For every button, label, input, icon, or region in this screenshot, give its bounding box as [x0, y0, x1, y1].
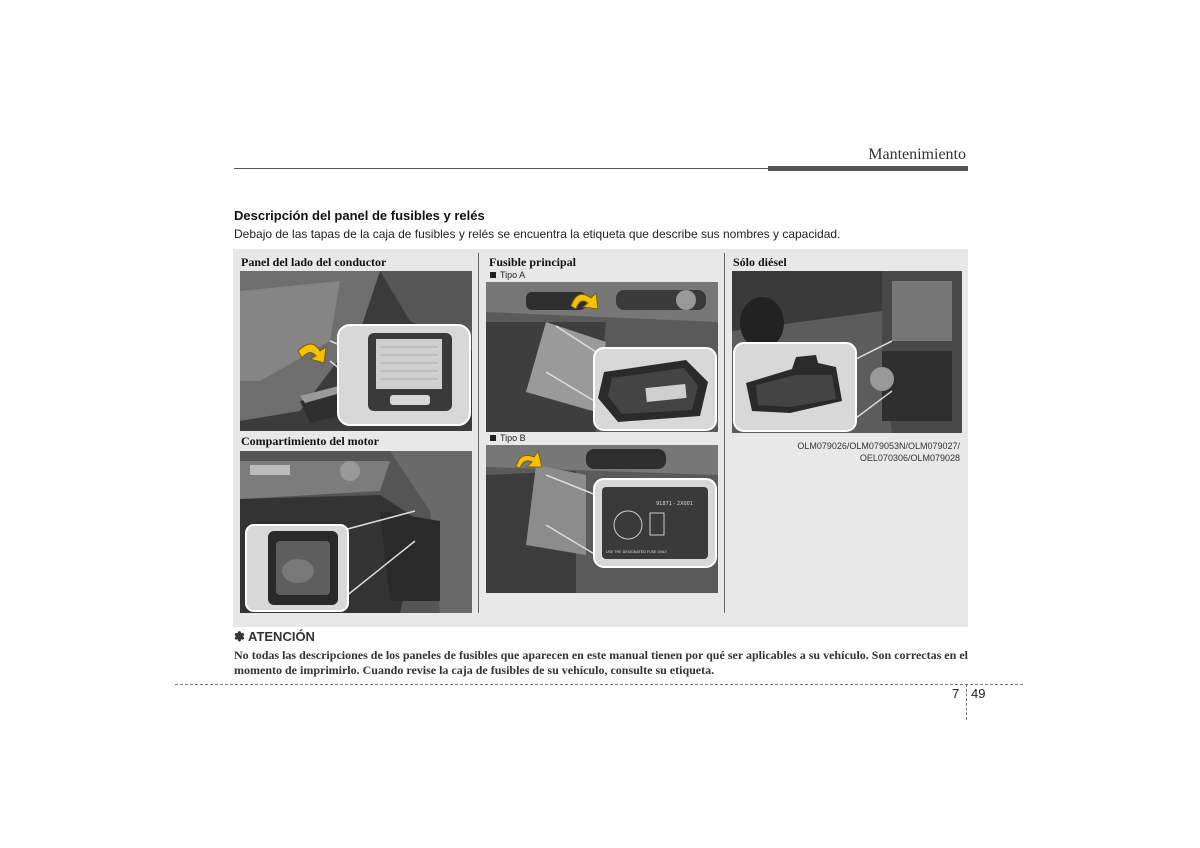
caption-diesel-only: Sólo diésel — [733, 255, 787, 269]
photo-main-fuse-type-a — [486, 282, 718, 432]
photo-driver-panel — [240, 271, 472, 431]
chapter-number: 7 — [952, 686, 960, 701]
caption-main-fuse: Fusible principal — [489, 255, 577, 269]
header-rule — [234, 168, 768, 169]
photo-engine-compartment — [240, 451, 472, 613]
figure-panel — [233, 249, 968, 627]
figure-codes — [740, 440, 960, 464]
section-description: Debajo de las tapas de la caja de fusibles y relés se encuentra la etiqueta que describe sus nombres y capacidad. — [234, 227, 841, 241]
fuse-label-designated: USE THE DESIGNATED FUSE ONLY — [606, 550, 667, 554]
warning-title: ✽ ATENCIÓN — [234, 629, 315, 644]
figure-codes-line-1: OLM079026/OLM079053N/OLM079027/ — [797, 441, 960, 451]
header-bar — [768, 166, 968, 171]
footer-dashed-rule — [175, 684, 1023, 685]
warning-text: No todas las descripciones de los paneles de fusibles que aparecen en este manual tienen por qué ser aplicables a su vehículo. Son correctas en el momento de imprimirlo. Cuando revise la caja de fusibles de su vehículo, consulte su etiqueta. — [234, 648, 968, 677]
fuse-label-part-number: 91871 - 2X001 — [656, 501, 694, 507]
photo-diesel-only — [732, 271, 962, 433]
bullet-square-icon — [490, 272, 496, 278]
running-header: Mantenimiento — [868, 146, 966, 163]
photo-main-fuse-type-b — [486, 445, 718, 593]
bullet-square-icon — [490, 435, 496, 441]
footer-dashed-divider — [966, 684, 967, 720]
figure-codes-line-2: OEL070306/OLM079028 — [859, 453, 960, 463]
label-tipo-a — [490, 270, 525, 280]
label-tipo-b — [490, 433, 526, 443]
label-tipo-a-text: Tipo A — [500, 270, 526, 280]
caption-driver-panel: Panel del lado del conductor — [241, 255, 387, 269]
column-divider — [478, 253, 479, 613]
caption-engine-compartment: Compartimiento del motor — [241, 434, 379, 448]
column-divider — [724, 253, 725, 613]
page-number: 49 — [971, 686, 986, 701]
section-title: Descripción del panel de fusibles y relés — [234, 208, 485, 223]
label-tipo-b-text: Tipo B — [500, 433, 526, 443]
